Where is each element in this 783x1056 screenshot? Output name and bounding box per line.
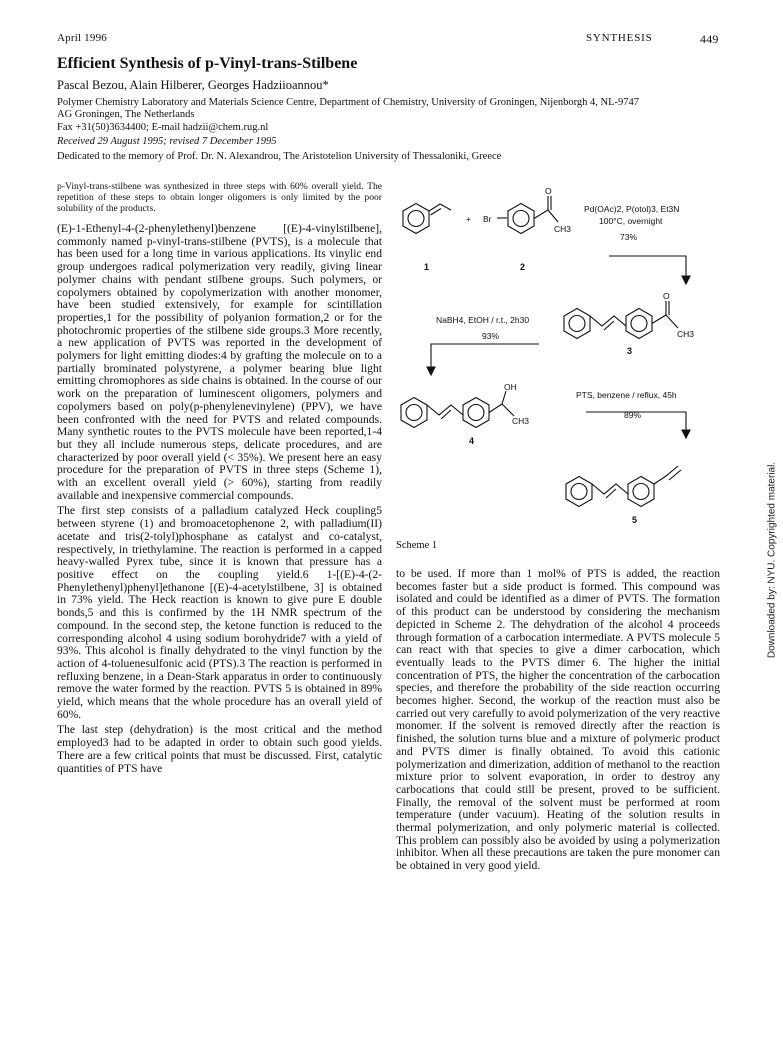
running-header-journal: SYNTHESIS [586, 32, 653, 44]
scheme-caption: Scheme 1 [396, 540, 438, 551]
arrow-step-1 [609, 256, 686, 280]
hydroxyl-label: OH [504, 382, 517, 392]
methyl-label-4: CH3 [512, 416, 530, 426]
step3-yield: 89% [624, 410, 642, 420]
methyl-label-3: CH3 [677, 329, 695, 339]
paragraph: (E)-1-Ethenyl-4-(2-phenylethenyl)benzene [(E)-4-vinylstilbene], commonly named p-vinyl-trans-stilbene (PVTS), is a molecule that has been used for a long time in various applications. Its vinylic end group undergoes radical polymerization very readily, giving linear polymer chains with pendant stilbene groups. Such polymers, or copolymers obtained by copolymerization with another monomer, have been studied extensively, for example for scintillation properties,1 for the possibility of polyanion formation,2 or for the photochromic properties of the stilbene side groups.3 More recently, a new application of PVTS was reported in the development of polymers for light emitting diodes:4 by grafting the molecule on to a partially brominated polystyrene, a polymer bearing blue light emitting chromophores as side chains is obtained. In the course of our work on the preparation of luminescent oligomers, polymers and copolymers based on poly(p-phenylenevinylene) (PPV), we have been confronted with the need for PVTS and related compounds. Many synthetic routes to the PVTS molecule have been reported,1-4 but they all include numerous steps, delicate procedures, and are characterized by poor overall yield (< 35%). We present here an easy procedure for the preparation of PVTS in three steps (Scheme 1), with an excellent overall yield (> 60%), starting from readily available and inexpensive commercial compounds. [57, 222, 382, 502]
pvts-structure [566, 466, 681, 507]
abstract: p-Vinyl-trans-stilbene was synthesized in three steps with 60% overall yield. The repetition of these steps to obtain longer oligomers is only limited by the poor solubility of the products. [57, 181, 382, 214]
page-number: 449 [700, 32, 719, 46]
reaction-scheme [394, 166, 726, 532]
paragraph: The last step (dehydration) is the most critical and the method employed3 had to be adapted in order to obtain such good yields. There are a few critical points that must be discussed. First, catalytic quantities of PTS have [57, 723, 382, 775]
step2-yield: 93% [482, 331, 500, 341]
step3-conditions: PTS, benzene / reflux, 45h [576, 390, 677, 400]
arrow-step-2 [431, 344, 539, 371]
compound-3-label: 3 [627, 346, 633, 356]
affiliation-line-1: Polymer Chemistry Laboratory and Materials Science Centre, Department of Chemistry, University of Groningen, Nijenborgh 4, NL-9747 [57, 97, 640, 108]
compound-2-label: 2 [520, 262, 526, 272]
bromine-label: Br [483, 214, 492, 224]
paragraph: The first step consists of a palladium catalyzed Heck coupling5 between styrene (1) and bromoacetophenone 2, with palladium(II) acetate and tris(2-tolyl)phosphane as catalyst and co-catalyst, respectively, in triethylamine. The reaction is performed in a capped heavy-walled Pyrex tube, since it is known that pressure has a positive effect on the coupling yield.6 1-[(E)-4-(2-Phenylethenyl)phenyl]ethanone [(E)-4-acetylstilbene, 3] is obtained in 73% yield. The Heck reaction is known to give pure E double bonds,5 and this is confirmed by the 1H NMR spectrum of the compound. In the second step, the ketone function is reduced to the corresponding alcohol 4 using sodium borohydride7 with a yield of 93%. This alcohol is finally dehydrated to the vinyl function by the action of 4-toluenesulfonic acid (PTS).3 The reaction is performed in refluxing benzene, in a Dean-Stark apparatus in order to continuously remove the water formed by the reaction. PVTS 5 is obtained in 89% yield, which means that the whole procedure has an overall yield of 60%. [57, 504, 382, 721]
affiliation-line-2: AG Groningen, The Netherlands [57, 109, 195, 120]
body-column-right [396, 568, 720, 876]
styrene-structure [403, 204, 451, 234]
step2-conditions: NaBH4, EtOH / r.t., 2h30 [436, 315, 530, 325]
plus-sign: + [466, 214, 471, 224]
author-list: Pascal Bezou, Alain Hilberer, Georges Hadziioannou* [57, 78, 329, 92]
methyl-label: CH3 [554, 224, 572, 234]
step1-yield: 73% [620, 232, 638, 242]
received-dates: Received 29 August 1995; revised 7 December 1995 [57, 136, 277, 147]
article-title: Efficient Synthesis of p-Vinyl-trans-Stilbene [57, 55, 358, 72]
running-header-date: April 1996 [57, 32, 107, 44]
compound-5-label: 5 [632, 515, 638, 525]
compound-1-label: 1 [424, 262, 430, 272]
alcohol-structure [401, 391, 514, 428]
download-watermark: Downloaded by: NYU. Copyrighted material. [766, 461, 778, 659]
bromoacetophenone-structure [497, 196, 558, 234]
body-column-left [57, 223, 382, 778]
oxygen-label-3: O [663, 291, 670, 301]
step1-temperature: 100°C, overnight [599, 216, 663, 226]
dedication: Dedicated to the memory of Prof. Dr. N. Alexandrou, The Aristotelion University of Thessaloniki, Greece [57, 151, 502, 162]
compound-4-label: 4 [469, 436, 475, 446]
acetylstilbene-structure [564, 301, 678, 339]
paragraph: to be used. If more than 1 mol% of PTS is added, the reaction becomes faster but a side product is formed. This compound was isolated and could be identified as a dimer of PVTS. The formation of this product can be understood by considering the mechanism depicted in Scheme 2. The dehydration of the alcohol 4 proceeds through formation of a carbocation intermediate. A PVTS molecule 5 can react with that species to give a dimer carbocation, which eventually leads to the PVTS dimer 6. The higher the initial concentration of PTS, the higher the concentration of the carbocation species, and therefore the probability of the side reaction occurring becomes higher. Second, the workup of the reaction must also be carried out very carefully to avoid polymerization of the very reactive monomer. If the solvent is removed directly after the reaction is finished, the solution turns blue and a mixture of polymeric product and PVTS dimer is finally obtained. To avoid this cationic polymerization and dimerization, addition of methanol to the reaction mixture prior to solvent evaporation, in order to destroy any carbocations that could still be present, proved to be sufficient. Finally, the removal of the solvent must be performed at room temperature (under vacuum). Heating of the solution results in thermal polymerization, and only polymeric material is collected. This problem can possibly also be avoided by using a polymerization inhibitor. When all these precautions are taken the pure monomer can be obtained in very good yield. [396, 567, 720, 873]
oxygen-label: O [545, 186, 552, 196]
step1-conditions: Pd(OAc)2, P(otol)3, Et3N [584, 204, 680, 214]
scheme-diagram [394, 166, 726, 532]
contact-info: Fax +31(50)3634400; E-mail hadzii@chem.rug.nl [57, 122, 269, 133]
